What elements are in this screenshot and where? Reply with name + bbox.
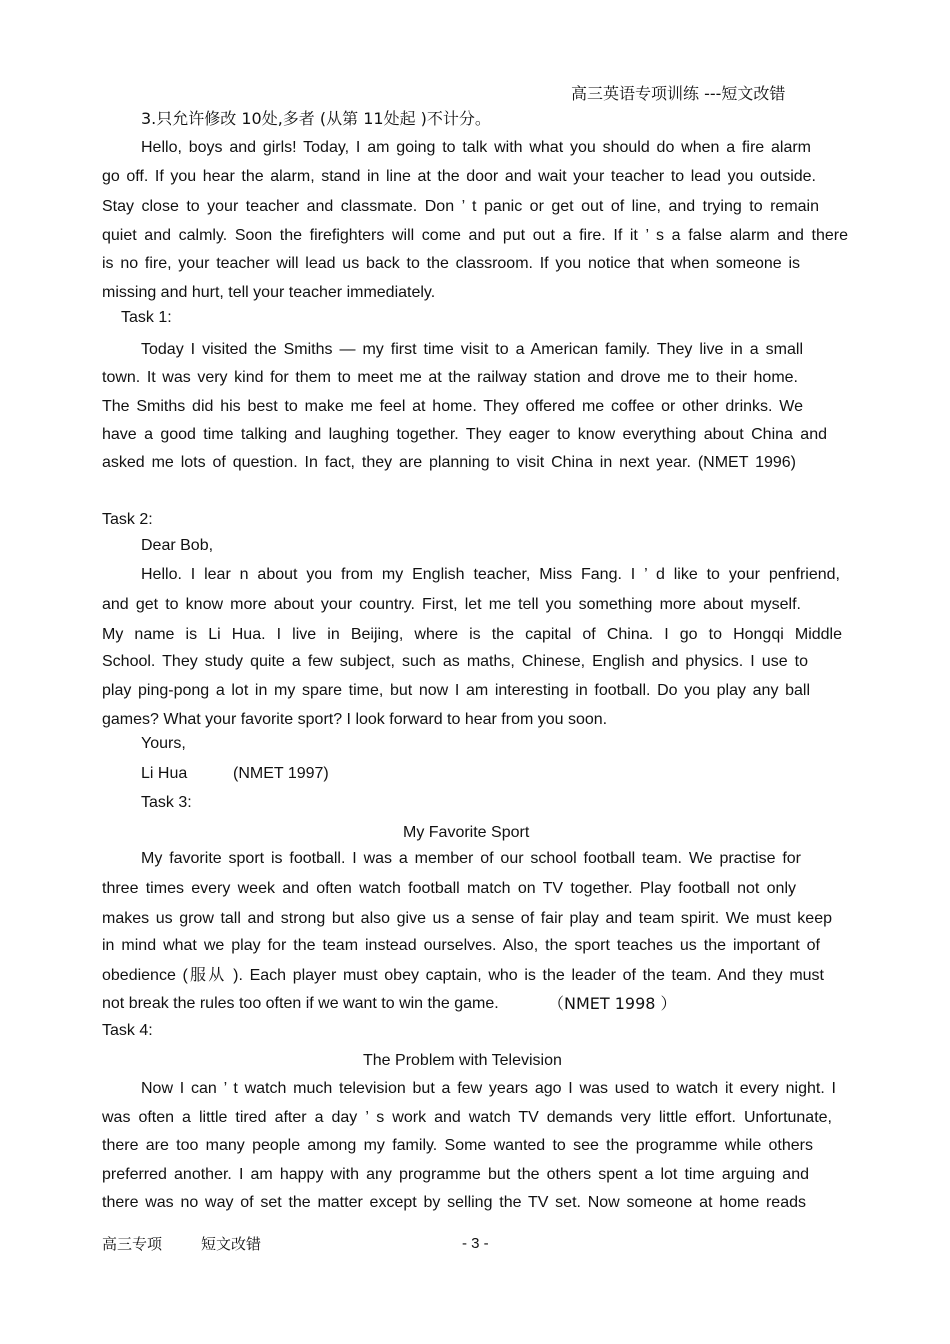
paragraph-line: was often a little tired after a day ’ s work and watch TV demands very little effort. Unfortunate, — [102, 1109, 832, 1126]
passage-title: The Problem with Television — [363, 1052, 562, 1069]
page-header: 高三英语专项训练 ---短文改错 — [571, 84, 786, 103]
footer-section-label: 短文改错 — [201, 1235, 262, 1253]
paragraph-line: missing and hurt, tell your teacher immediately. — [102, 284, 436, 301]
paragraph-line: have a good time talking and laughing together. They eager to know everything about China and — [102, 426, 827, 443]
paragraph-line: Today I visited the Smiths — my first time visit to a American family. They live in a small — [141, 341, 803, 358]
paragraph-line: asked me lots of question. In fact, they are planning to visit China in next year. (NMET 1996) — [102, 454, 796, 471]
paragraph-line: My name is Li Hua. I live in Beijing, where is the capital of China. I go to Hongqi Middle — [102, 626, 842, 643]
paragraph-line: in mind what we play for the team instead ourselves. Also, the sport teaches us the important of — [102, 937, 820, 954]
paragraph-line: there was no way of set the matter except by selling the TV set. Now someone at home reads — [102, 1194, 806, 1211]
paragraph-line: play ping-pong a lot in my spare time, but now I am interesting in football. Do you play any ball — [102, 682, 810, 699]
source-citation: （NMET 1998 ） — [548, 994, 677, 1013]
paragraph-line: three times every week and often watch football match on TV together. Play football not only — [102, 880, 796, 897]
paragraph-line: Now I can ’ t watch much television but a few years ago I was used to watch it every night. I — [141, 1080, 836, 1097]
passage-title: My Favorite Sport — [403, 824, 530, 841]
paragraph-line: preferred another. I am happy with any programme but the others spent a lot time arguing and — [102, 1166, 809, 1183]
paragraph-line: makes us grow tall and strong but also give us a sense of fair play and team spirit. We must keep — [102, 910, 832, 927]
paragraph-line: and get to know more about your country. First, let me tell you something more about myself. — [102, 596, 801, 613]
task-label: Task 4: — [102, 1022, 153, 1039]
paragraph-line: Hello, boys and girls! Today, I am going to talk with what you should do when a fire alarm — [141, 139, 811, 156]
paragraph-line: School. They study quite a few subject, such as maths, Chinese, English and physics. I use to — [102, 653, 808, 670]
paragraph-line: The Smiths did his best to make me feel at home. They offered me coffee or other drinks. We — [102, 398, 803, 415]
paragraph-line: not break the rules too often if we want to win the game. — [102, 995, 499, 1012]
task-label: Task 3: — [141, 794, 192, 811]
letter-signature: Li Hua — [141, 765, 188, 782]
instruction-line: 3.只允许修改 10处,多者 (从第 11处起 )不计分。 — [141, 109, 491, 128]
paragraph-line: My favorite sport is football. I was a member of our school football team. We practise for — [141, 850, 801, 867]
letter-salutation: Dear Bob, — [141, 537, 214, 554]
source-citation: (NMET 1997) — [233, 765, 329, 782]
page-number: - 3 - — [462, 1235, 489, 1252]
paragraph-line: Stay close to your teacher and classmate. Don ’ t panic or get out of line, and trying to remain — [102, 198, 819, 215]
footer-left-label: 高三专项 — [102, 1235, 163, 1253]
paragraph-line: games? What your favorite sport? I look forward to hear from you soon. — [102, 711, 608, 728]
paragraph-line: is no fire, your teacher will lead us back to the classroom. If you notice that when someone is — [102, 255, 800, 272]
task-label: Task 1: — [121, 309, 172, 326]
paragraph-line: quiet and calmly. Soon the firefighters will come and put out a fire. If it ’ s a false alarm and there — [102, 227, 848, 244]
paragraph-line: Hello. I lear n about you from my English teacher, Miss Fang. I ’ d like to your penfriend, — [141, 566, 840, 583]
paragraph-line: town. It was very kind for them to meet me at the railway station and drove me to their home. — [102, 369, 798, 386]
paragraph-line: go off. If you hear the alarm, stand in line at the door and wait your teacher to lead you outside. — [102, 168, 816, 185]
paragraph-line: there are too many people among my family. Some wanted to see the programme while others — [102, 1137, 813, 1154]
letter-closing: Yours, — [141, 735, 186, 752]
task-label: Task 2: — [102, 511, 153, 528]
paragraph-line: obedience (服从 ). Each player must obey captain, who is the leader of the team. And they must — [102, 967, 824, 984]
